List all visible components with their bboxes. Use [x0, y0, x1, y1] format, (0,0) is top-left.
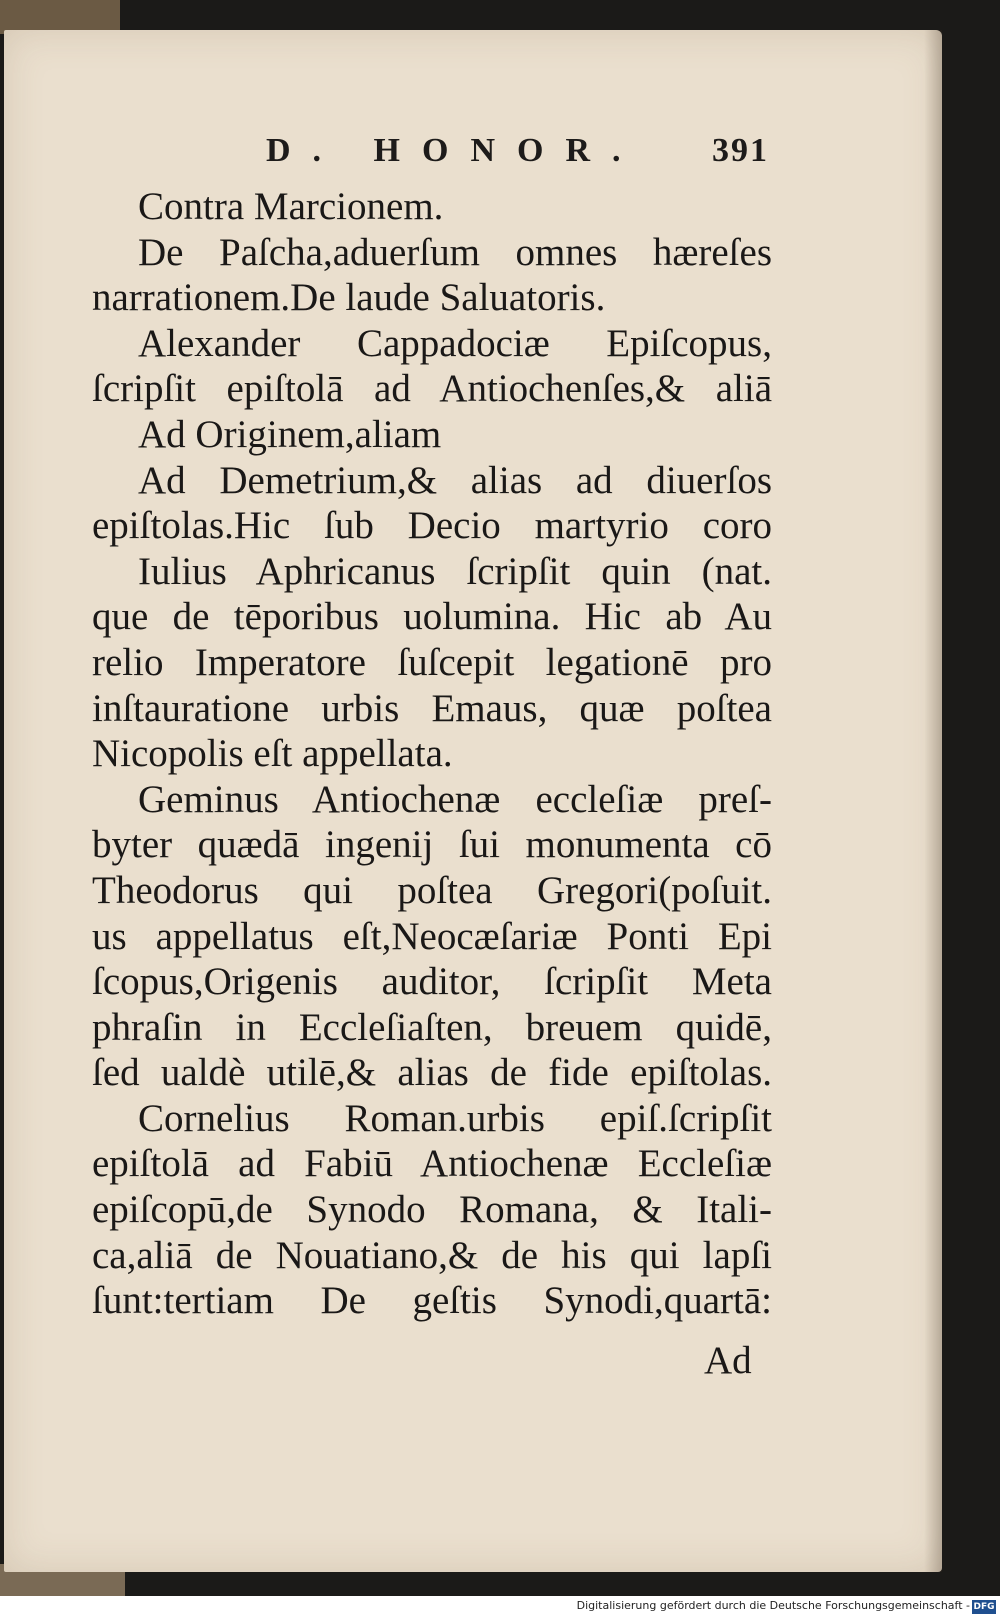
text-line: Cornelius Roman.urbis epiſ.ſcripſit: [138, 1096, 772, 1140]
text-line: epiſtolas.Hic ſub Decio martyrio coro: [92, 504, 772, 548]
text-line: Nicopolis eſt appellata.: [92, 732, 453, 776]
page-number: 391: [712, 132, 769, 169]
text-line: ſed ualdè utilē,& alias de fide epiſtolas.: [92, 1051, 772, 1095]
catchword: Ad: [704, 1339, 752, 1382]
text-line: relio Imperatore ſuſcepit legationē pro: [92, 640, 772, 684]
dfg-logo: DFG: [973, 1602, 995, 1612]
text-line: Iulius Aphricanus ſcripſit quin (nat.: [138, 549, 772, 593]
text-line: epiſtolā ad Fabiū Antiochenæ Eccleſiæ: [92, 1142, 772, 1186]
digitization-footer: [0, 1596, 1000, 1620]
text-line: De Paſcha,aduerſum omnes hæreſes: [138, 230, 772, 274]
text-line: Alexander Cappadociæ Epiſcopus,: [138, 321, 772, 365]
text-line: Ad Originem,aliam: [138, 412, 442, 456]
text-line: byter quædā ingenij ſui monumenta cō: [92, 823, 772, 867]
text-line: Geminus Antiochenæ eccleſiæ preſ-: [138, 777, 772, 821]
text-line: Theodorus qui poſtea Gregori(poſuit.: [92, 868, 772, 912]
body-text: [92, 184, 772, 1324]
text-line: Contra Marcionem.: [138, 185, 444, 228]
text-line: ſunt:tertiam De geſtis Synodi,quartā:: [92, 1279, 772, 1323]
funding-credit: Digitalisierung gefördert durch die Deutsche Forschungsgemeinschaft -: [576, 1599, 970, 1612]
binding-edge-top: [0, 0, 120, 34]
text-line: phraſin in Eccleſiaſten, breuem quidē,: [92, 1005, 772, 1049]
running-head: D. HONOR.: [266, 132, 643, 169]
text-line: que de tēporibus uolumina. Hic ab Au: [92, 595, 772, 639]
text-line: ſcripſit epiſtolā ad Antiochenſes,& aliā: [92, 367, 772, 411]
text-line: epiſcopū,de Synodo Romana, & Itali-: [92, 1188, 772, 1232]
text-line: Ad Demetrium,& alias ad diuerſos: [138, 458, 772, 502]
text-line: ſcopus,Origenis auditor, ſcripſit Meta: [92, 960, 772, 1004]
text-line: ca,aliā de Nouatiano,& de his qui lapſi: [92, 1233, 772, 1277]
text-line: narrationem.De laude Saluatoris.: [92, 276, 606, 320]
text-line: us appellatus eſt,Neocæſariæ Ponti Epi: [92, 914, 772, 958]
text-line: inſtauratione urbis Emaus, quæ poſtea: [92, 686, 772, 730]
